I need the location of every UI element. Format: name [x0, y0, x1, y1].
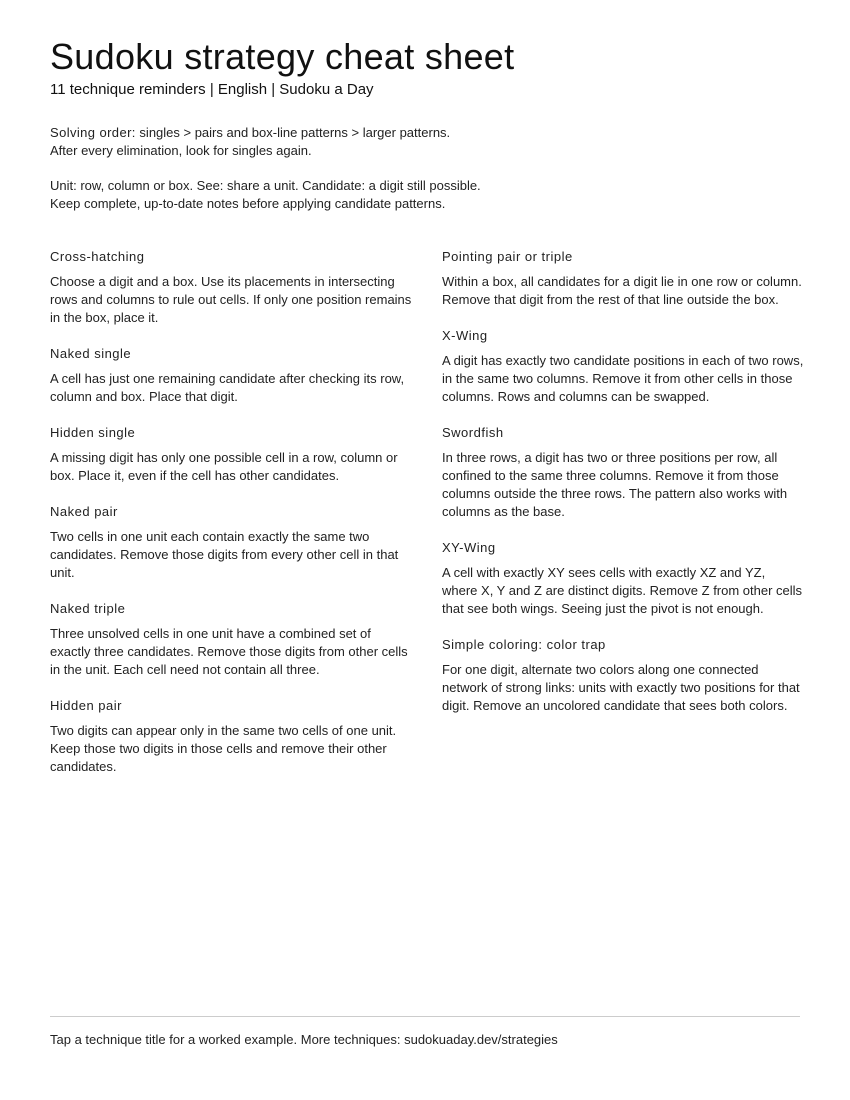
technique-description: A cell with exactly XY sees cells with exactly XZ and YZ, where X, Y and Z are distinct digits. Remove Z from other cells that see both wings. Seeing just the pivot is not enough.	[442, 565, 803, 616]
cheat-sheet-page	[50, 0, 804, 1100]
footer-note: Tap a technique title for a worked example. More techniques: sudokuaday.dev/strategies	[50, 1032, 558, 1047]
technique-x-wing	[442, 326, 804, 406]
technique-pointing-pair	[442, 247, 804, 309]
technique-hidden-pair	[50, 696, 412, 776]
technique-cross-hatching	[50, 247, 412, 327]
definitions-note	[50, 177, 800, 213]
techniques-left-column	[50, 247, 412, 793]
technique-description: A missing digit has only one possible cell in a row, column or box. Place it, even if the cell has other candidates.	[50, 450, 398, 483]
technique-title-link[interactable]: X-Wing	[442, 328, 488, 343]
technique-xy-wing	[442, 538, 804, 618]
technique-title-link[interactable]: Hidden pair	[50, 698, 122, 713]
solving-order-note	[50, 124, 800, 160]
technique-title-link[interactable]: XY-Wing	[442, 540, 496, 555]
technique-description: Two cells in one unit each contain exactly the same two candidates. Remove those digits from every other cell in that unit.	[50, 529, 399, 580]
footer-divider	[50, 1016, 800, 1017]
techniques-right-column	[442, 247, 804, 732]
technique-naked-single	[50, 344, 412, 406]
technique-swordfish	[442, 423, 804, 521]
technique-description: A digit has exactly two candidate positions in each of two rows, in the same two columns. Remove it from other cells in those columns. Rows and columns can be swapped.	[442, 353, 804, 404]
technique-hidden-single	[50, 423, 412, 485]
page-subtitle: 11 technique reminders | English | Sudoku a Day	[50, 81, 374, 98]
page-title: Sudoku strategy cheat sheet	[50, 36, 515, 77]
technique-description: Within a box, all candidates for a digit lie in one row or column. Remove that digit from the rest of that line outside the box.	[442, 274, 802, 307]
solving-order-label: Solving order:	[50, 125, 136, 140]
technique-description: A cell has just one remaining candidate after checking its row, column and box. Place that digit.	[50, 371, 405, 404]
definitions-text: Unit: row, column or box. See: share a unit. Candidate: a digit still possible.	[50, 178, 481, 193]
technique-description: In three rows, a digit has two or three positions per row, all confined to the same three columns. Remove it from those columns outside the three rows. The pattern also works with columns as the base.	[442, 450, 788, 519]
notes-reminder: Keep complete, up-to-date notes before applying candidate patterns.	[50, 196, 446, 211]
technique-description: For one digit, alternate two colors along one connected network of strong links: units with exactly two positions for that digit. Remove an uncolored candidate that sees both colors.	[442, 662, 800, 713]
technique-title-link[interactable]: Naked triple	[50, 601, 126, 616]
technique-description: Three unsolved cells in one unit have a combined set of exactly three candidates. Remove those digits from other cells in the unit. Each cell need not contain all three.	[50, 626, 408, 677]
technique-naked-triple	[50, 599, 412, 679]
technique-title-link[interactable]: Cross-hatching	[50, 249, 145, 264]
technique-title-link[interactable]: Swordfish	[442, 425, 504, 440]
technique-title-link[interactable]: Naked single	[50, 346, 132, 361]
technique-description: Two digits can appear only in the same two cells of one unit. Keep those two digits in those cells and remove their other candidates.	[50, 723, 397, 774]
technique-title-link[interactable]: Pointing pair or triple	[442, 249, 573, 264]
technique-title-link[interactable]: Hidden single	[50, 425, 136, 440]
solving-order-followup: After every elimination, look for singles again.	[50, 143, 312, 158]
technique-simple-coloring	[442, 635, 804, 715]
solving-order-text: singles > pairs and box-line patterns > larger patterns.	[135, 125, 451, 140]
technique-title-link[interactable]: Naked pair	[50, 504, 118, 519]
technique-naked-pair	[50, 502, 412, 582]
technique-title-link[interactable]: Simple coloring: color trap	[442, 637, 606, 652]
technique-description: Choose a digit and a box. Use its placements in intersecting rows and columns to rule out cells. If only one position remains in the box, place it.	[50, 274, 412, 325]
